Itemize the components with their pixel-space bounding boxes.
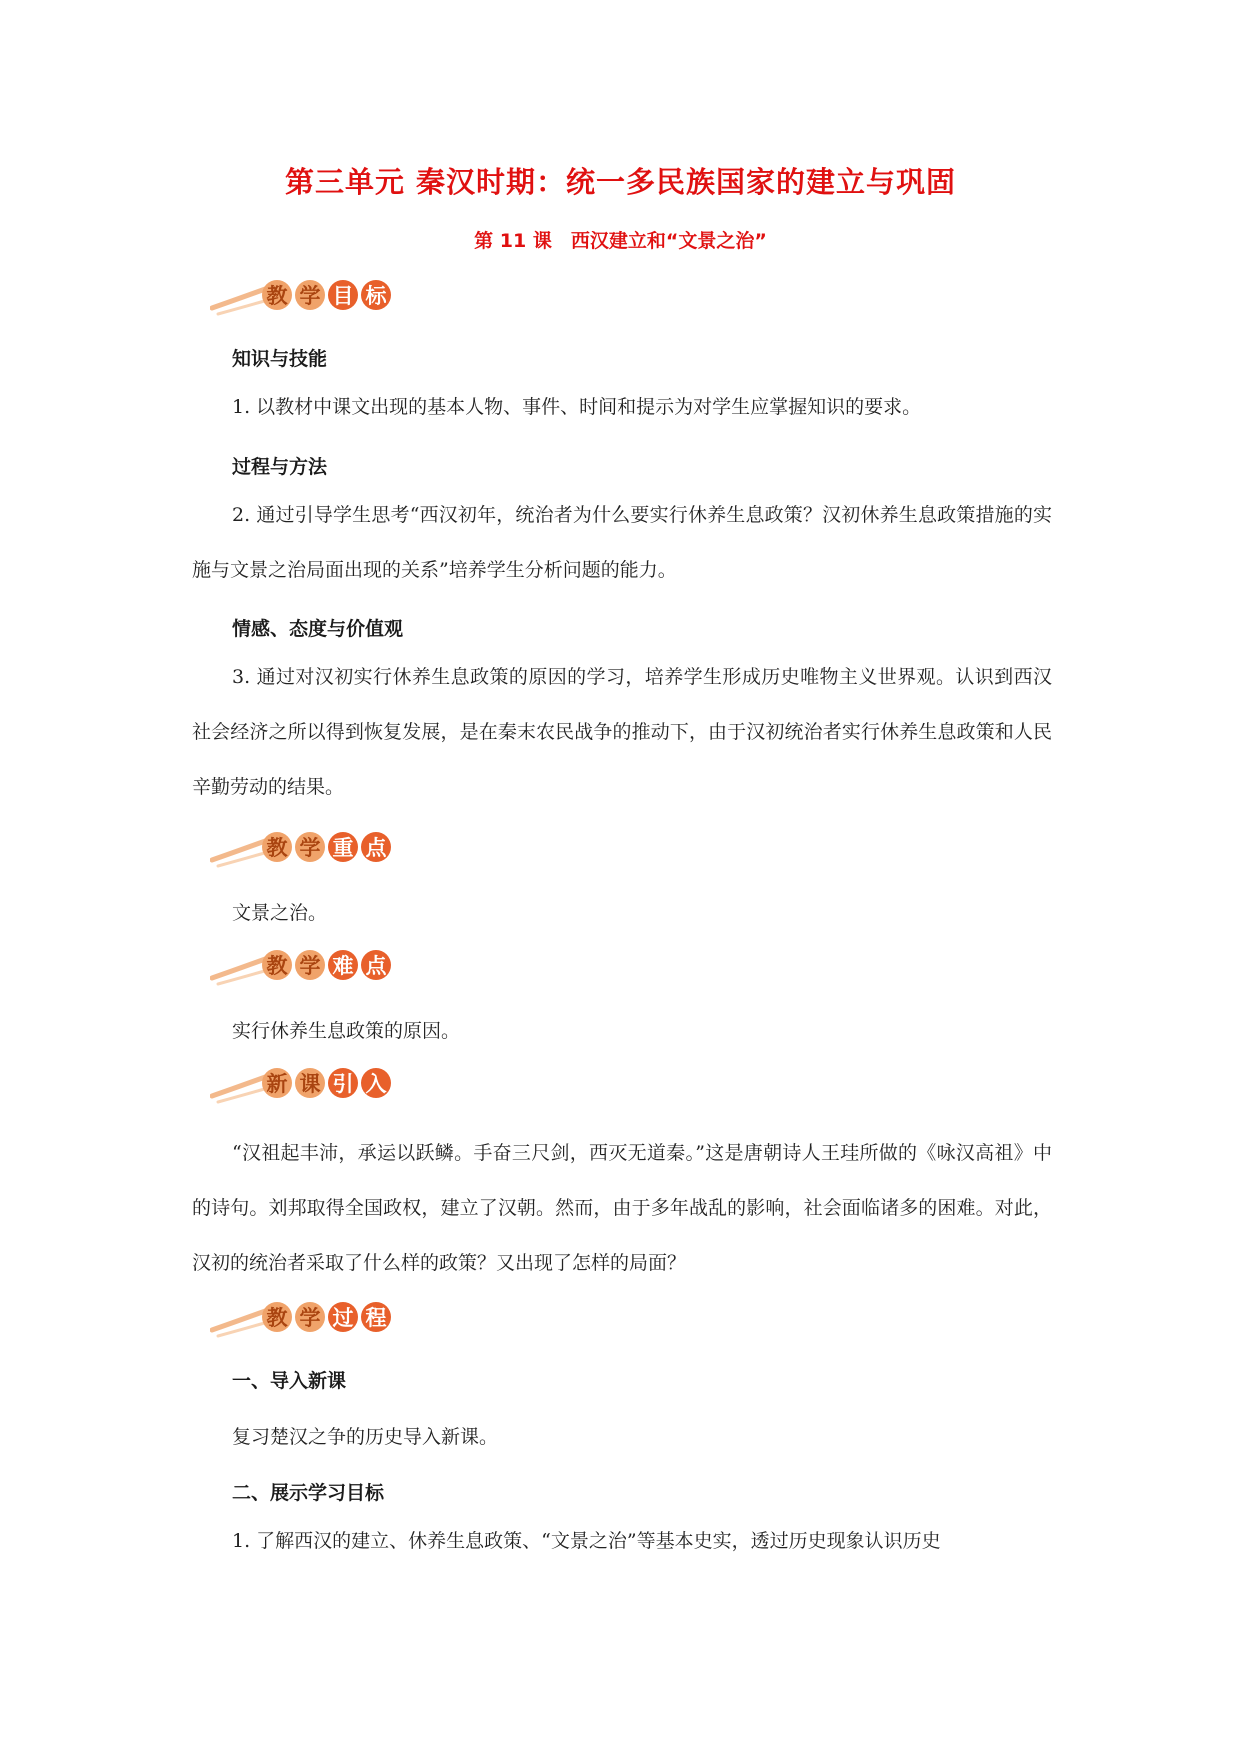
banner-char: 目 <box>328 280 358 310</box>
swoosh-icon <box>210 1300 270 1340</box>
banner-char: 学 <box>295 832 325 862</box>
paragraph-learning-goal-1: 1. 了解西汉的建立、休养生息政策、“文景之治”等基本史实，透过历史现象认识历史 <box>232 1530 941 1552</box>
banner-char: 过 <box>328 1302 358 1332</box>
banner-char: 教 <box>262 832 292 862</box>
banner-char: 学 <box>295 1302 325 1332</box>
unit-title: 第三单元 秦汉时期：统一多民族国家的建立与巩固 <box>284 165 957 199</box>
paragraph-intro: “汉祖起丰沛，承运以跃鳞。手奋三尺剑，西灭无道秦。”这是唐朝诗人王珪所做的《咏汉高祖》中的诗句。刘邦取得全国政权，建立了汉朝。然而，由于多年战乱的影响，社会面临诸多的困难。对此，汉初的统治者采取了什么样的政策？又出现了怎样的局面？ <box>192 1142 1052 1274</box>
banner-char: 难 <box>328 950 358 980</box>
banner-char: 点 <box>361 832 391 862</box>
paragraph-objective-2: 2. 通过引导学生思考“西汉初年，统治者为什么要实行休养生息政策？汉初休养生息政策措施的实施与文景之治局面出现的关系”培养学生分析问题的能力。 <box>192 504 1052 581</box>
swoosh-icon <box>210 830 270 870</box>
heading-new-lesson: 一、导入新课 <box>232 1370 347 1392</box>
swoosh-icon <box>210 1066 270 1106</box>
paragraph-objective-3: 3. 通过对汉初实行休养生息政策的原因的学习，培养学生形成历史唯物主义世界观。认识到西汉社会经济之所以得到恢复发展，是在秦末农民战争的推动下，由于汉初统治者实行休养生息政策和人民辛勤劳动的结果。 <box>192 666 1052 798</box>
banner-char: 程 <box>361 1302 391 1332</box>
paragraph-objective-1: 1. 以教材中课文出现的基本人物、事件、时间和提示为对学生应掌握知识的要求。 <box>232 396 922 418</box>
swoosh-icon <box>210 948 270 988</box>
banner-char: 标 <box>361 280 391 310</box>
heading-learning-goals: 二、展示学习目标 <box>232 1482 385 1504</box>
banner-char: 学 <box>295 950 325 980</box>
banner-char: 新 <box>262 1068 292 1098</box>
banner-char: 课 <box>295 1068 325 1098</box>
heading-process-method: 过程与方法 <box>232 456 328 478</box>
banner-char: 点 <box>361 950 391 980</box>
banner-char: 学 <box>295 280 325 310</box>
lesson-title: 第 11 课 西汉建立和“文景之治” <box>474 230 767 252</box>
banner-char: 入 <box>361 1068 391 1098</box>
banner-char: 教 <box>262 1302 292 1332</box>
key-point-text: 文景之治。 <box>232 902 328 924</box>
banner-char: 重 <box>328 832 358 862</box>
heading-values: 情感、态度与价值观 <box>232 618 404 640</box>
difficulty-text: 实行休养生息政策的原因。 <box>232 1020 461 1042</box>
heading-knowledge-skills: 知识与技能 <box>232 348 328 370</box>
banner-char: 教 <box>262 280 292 310</box>
swoosh-icon <box>210 278 270 318</box>
banner-char: 引 <box>328 1068 358 1098</box>
banner-char: 教 <box>262 950 292 980</box>
process-text-1: 复习楚汉之争的历史导入新课。 <box>232 1426 499 1448</box>
